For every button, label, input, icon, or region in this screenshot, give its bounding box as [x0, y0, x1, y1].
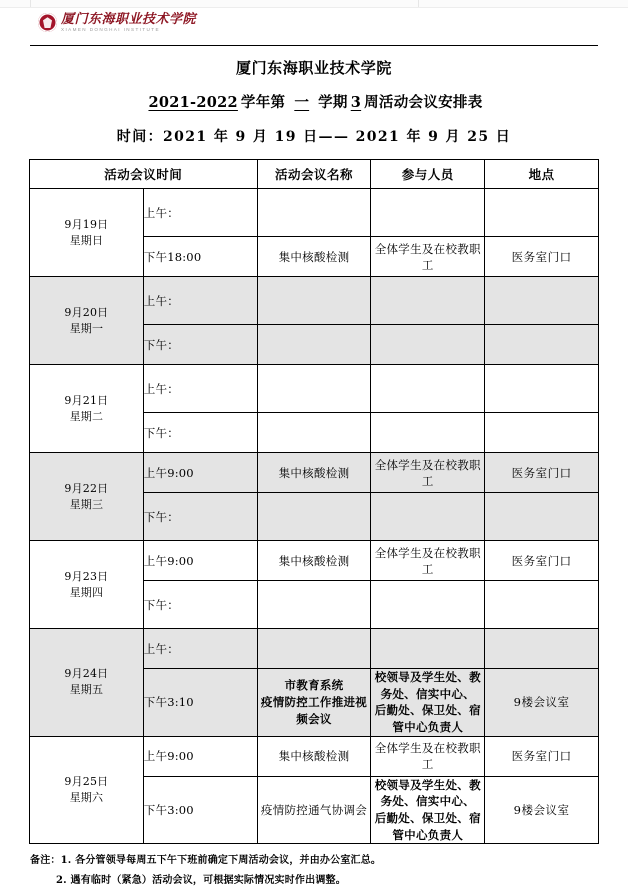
- day-weekday: 星期二: [69, 409, 104, 423]
- table-row: [30, 453, 599, 493]
- day-date: 9月21日: [64, 393, 109, 407]
- activity-name-cell: [257, 669, 371, 737]
- day-weekday: 星期六: [69, 791, 104, 805]
- day-cell: [30, 277, 144, 365]
- logo-name-cn: 厦门东海职业技术学院: [61, 12, 197, 27]
- school-emblem-icon: [38, 13, 57, 32]
- subtitle-week: 3: [350, 94, 362, 111]
- location-cell: [485, 581, 599, 629]
- location-cell: 9楼会议室: [485, 669, 599, 737]
- table-row: [30, 365, 599, 413]
- activity-name-cell: 疫情防控通气协调会: [257, 776, 371, 844]
- activity-name-cell: [257, 581, 371, 629]
- activity-name-cell: [257, 325, 371, 365]
- location-cell: 医务室门口: [485, 541, 599, 581]
- day-date: 9月24日: [64, 667, 109, 681]
- activity-name-cell: 集中核酸检测: [257, 237, 371, 277]
- location-cell: [485, 493, 599, 541]
- location-cell: [485, 365, 599, 413]
- schedule-table: [29, 159, 599, 844]
- participants-line1: 校领导及学生处、教务处、信实中心、: [374, 670, 481, 701]
- day-cell: [30, 453, 144, 541]
- activity-name-cell: [257, 493, 371, 541]
- period-cell: 下午：: [143, 413, 257, 453]
- participants-line2: 后勤处、保卫处、宿管中心负责人: [374, 811, 481, 842]
- day-date: 9月19日: [64, 217, 109, 231]
- activity-name-cell: 集中核酸检测: [257, 453, 371, 493]
- header-people: 参与人员: [371, 160, 485, 189]
- letterhead: [0, 7, 628, 41]
- day-weekday: 星期日: [69, 233, 104, 247]
- period-cell: 上午：: [143, 365, 257, 413]
- header-time: 活动会议时间: [30, 160, 258, 189]
- header-divider: [30, 45, 598, 46]
- participants-cell: [371, 325, 485, 365]
- day-cell: [30, 189, 144, 277]
- participants-cell: 全体学生及在校教职工: [371, 237, 485, 277]
- participants-cell: [371, 413, 485, 453]
- logo-text-block: [61, 13, 196, 33]
- activity-name-cell: [257, 365, 371, 413]
- table-row: [30, 277, 599, 325]
- participants-cell: 全体学生及在校教职工: [371, 541, 485, 581]
- participants-cell: [371, 669, 485, 737]
- day-cell: [30, 541, 144, 629]
- participants-cell: [371, 189, 485, 237]
- document-page: [0, 7, 628, 891]
- day-weekday: 星期三: [69, 497, 104, 511]
- participants-cell: 全体学生及在校教职工: [371, 736, 485, 776]
- day-weekday: 星期四: [69, 585, 104, 599]
- day-weekday: 星期五: [69, 683, 104, 697]
- subtitle: [0, 91, 628, 112]
- period-cell: 上午9:00: [143, 541, 257, 581]
- period-cell: 上午：: [143, 277, 257, 325]
- footer-notes: [30, 851, 628, 891]
- location-cell: 医务室门口: [485, 237, 599, 277]
- subtitle-seg2: 学期: [318, 94, 348, 111]
- subtitle-seg1: 学年第: [240, 94, 286, 111]
- location-cell: [485, 277, 599, 325]
- participants-cell: [371, 629, 485, 669]
- activity-name-cell: [257, 629, 371, 669]
- period-cell: 下午3:00: [143, 776, 257, 844]
- subtitle-seg3: 周活动会议安排表: [364, 94, 483, 111]
- table-row: [30, 189, 599, 237]
- day-date: 9月22日: [64, 481, 109, 495]
- logo-name-en: XIAMEN DONGHAI INSTITUTE: [61, 27, 160, 32]
- page-title: 厦门东海职业技术学院: [235, 59, 392, 77]
- period-cell: 下午：: [143, 325, 257, 365]
- subtitle-year: 2021-2022: [148, 94, 238, 111]
- activity-name-cell: [257, 277, 371, 325]
- day-cell: [30, 736, 144, 844]
- header-place: 地点: [485, 160, 599, 189]
- day-cell: [30, 365, 144, 453]
- note-line-1: 备注：1. 各分管领导每周五下午下班前确定下周活动会议，并由办公室汇总。: [30, 855, 382, 867]
- location-cell: 9楼会议室: [485, 776, 599, 844]
- day-date: 9月23日: [64, 569, 109, 583]
- location-cell: [485, 413, 599, 453]
- participants-cell: [371, 365, 485, 413]
- period-cell: 上午：: [143, 189, 257, 237]
- period-cell: 下午3:10: [143, 669, 257, 737]
- activity-name-line2: 疫情防控工作推进视频会议: [260, 695, 368, 726]
- participants-line1: 校领导及学生处、教务处、信实中心、: [374, 777, 481, 809]
- activity-name-cell: 集中核酸检测: [257, 736, 371, 776]
- period-cell: 下午：: [143, 493, 257, 541]
- activity-name-line1: 市教育系统: [284, 678, 344, 693]
- activity-name-cell: [257, 413, 371, 453]
- date-range: 时间：2021 年 9 月 19 日—— 2021 年 9 月 25 日: [116, 129, 512, 145]
- note-line-2: 2. 遇有临时（紧急）活动会议，可根据实际情况实时作出调整。: [56, 875, 346, 887]
- participants-cell: [371, 277, 485, 325]
- school-logo: [38, 13, 628, 33]
- day-weekday: 星期一: [69, 321, 104, 335]
- period-cell: 下午：: [143, 581, 257, 629]
- participants-cell: 全体学生及在校教职工: [371, 453, 485, 493]
- location-cell: [485, 325, 599, 365]
- subtitle-term: 一: [294, 94, 310, 111]
- participants-cell: [371, 581, 485, 629]
- period-cell: 上午9:00: [143, 453, 257, 493]
- table-row: [30, 736, 599, 776]
- location-cell: [485, 189, 599, 237]
- table-header-row: [30, 160, 599, 189]
- activity-name-cell: 集中核酸检测: [257, 541, 371, 581]
- participants-cell: [371, 776, 485, 844]
- period-cell: 上午：: [143, 629, 257, 669]
- location-cell: 医务室门口: [485, 453, 599, 493]
- participants-cell: [371, 493, 485, 541]
- period-cell: 下午18:00: [143, 237, 257, 277]
- period-cell: 上午9:00: [143, 736, 257, 776]
- day-date: 9月25日: [64, 775, 109, 789]
- activity-name-cell: [257, 189, 371, 237]
- table-row: [30, 629, 599, 669]
- day-cell: [30, 629, 144, 737]
- location-cell: 医务室门口: [485, 736, 599, 776]
- table-row: [30, 541, 599, 581]
- day-date: 9月20日: [64, 305, 109, 319]
- participants-line2: 后勤处、保卫处、宿管中心负责人: [374, 703, 481, 735]
- location-cell: [485, 629, 599, 669]
- header-name: 活动会议名称: [257, 160, 371, 189]
